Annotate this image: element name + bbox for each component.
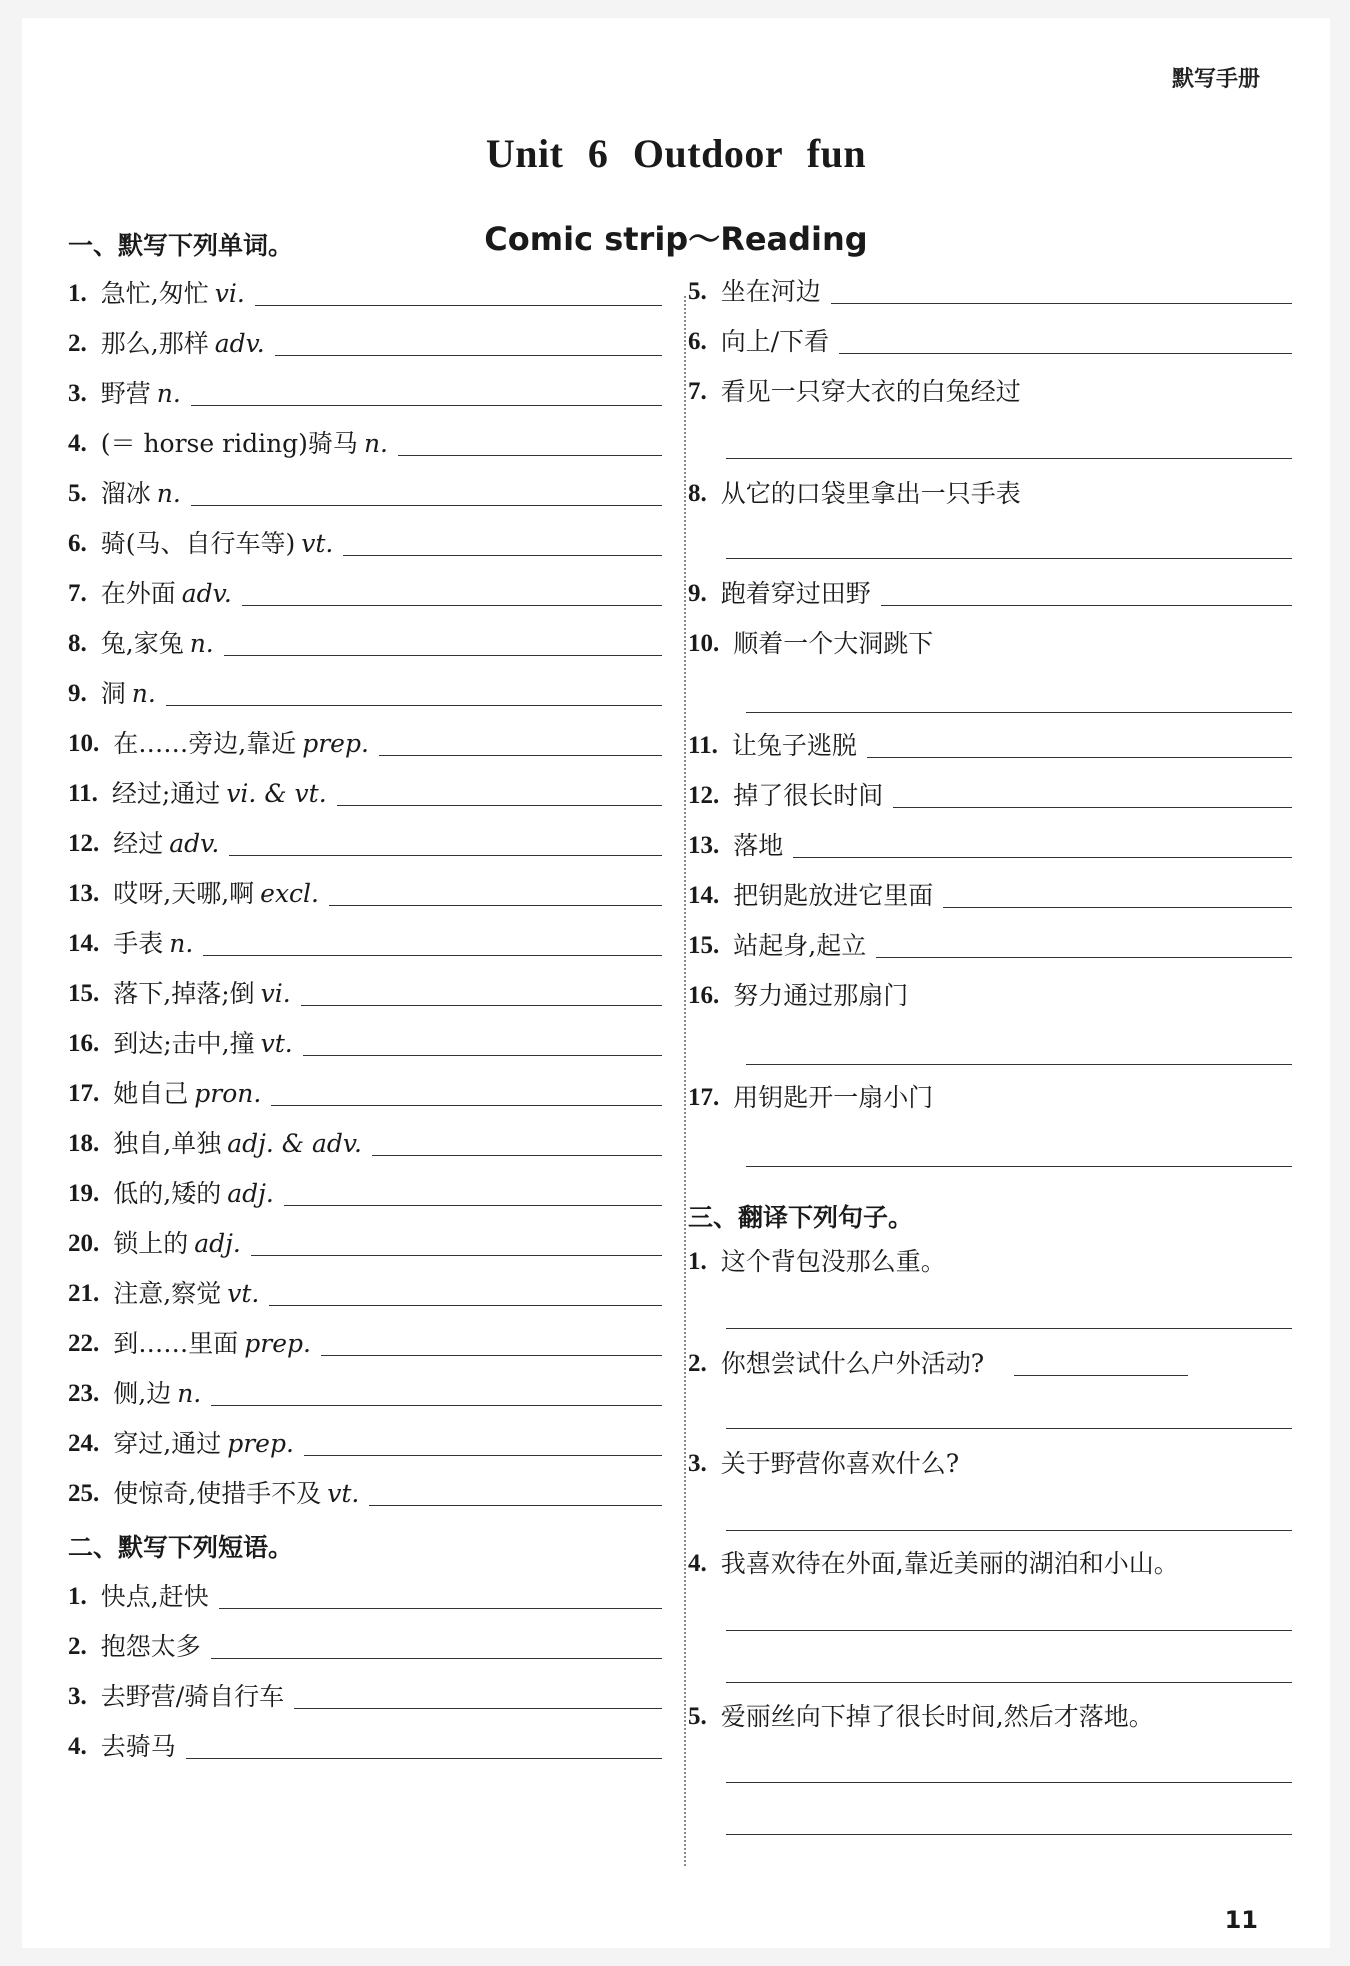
answer-line[interactable] (726, 458, 1292, 459)
answer-blank[interactable] (831, 303, 1292, 304)
answer-blank[interactable] (329, 905, 662, 906)
section-heading-phrases: 二、默写下列短语。 (68, 1533, 294, 1562)
answer-line[interactable] (726, 558, 1292, 559)
word-item: 10. 在……旁边,靠近 prep. (68, 720, 662, 760)
word-item: 17. 她自己 pron. (68, 1070, 662, 1110)
section-heading-sentences: 三、翻译下列句子。 (688, 1203, 914, 1232)
phrase-item: 7. 看见一只穿大衣的白兔经过 (688, 377, 1021, 406)
answer-blank[interactable] (191, 405, 662, 406)
answer-blank[interactable] (242, 605, 662, 606)
answer-blank[interactable] (166, 705, 662, 706)
answer-line[interactable] (726, 1328, 1292, 1329)
answer-blank[interactable] (269, 1305, 662, 1306)
word-item: 7. 在外面 adv. (68, 570, 662, 610)
answer-blank[interactable] (224, 655, 662, 656)
sentence-item: 1. 这个背包没那么重。 (688, 1247, 946, 1276)
phrase-item: 17. 用钥匙开一扇小门 (688, 1083, 934, 1112)
word-item: 20. 锁上的 adj. (68, 1220, 662, 1260)
answer-blank[interactable] (839, 353, 1292, 354)
phrase-item: 5. 坐在河边 (688, 268, 1292, 308)
answer-blank[interactable] (876, 957, 1292, 958)
answer-blank[interactable] (191, 505, 662, 506)
answer-blank[interactable] (211, 1405, 662, 1406)
answer-blank[interactable] (251, 1255, 662, 1256)
word-item: 21. 注意,察觉 vt. (68, 1270, 662, 1310)
answer-blank[interactable] (943, 907, 1292, 908)
phrase-item: 8. 从它的口袋里拿出一只手表 (688, 479, 1021, 508)
answer-blank[interactable] (271, 1105, 662, 1106)
answer-blank[interactable] (337, 805, 662, 806)
sentence-item: 5. 爱丽丝向下掉了很长时间,然后才落地。 (688, 1702, 1154, 1731)
answer-blank[interactable] (379, 755, 662, 756)
phrase-item: 12. 掉了很长时间 (688, 772, 1292, 812)
word-item: 9. 洞 n. (68, 670, 662, 710)
answer-blank[interactable] (303, 1055, 662, 1056)
answer-blank[interactable] (229, 855, 662, 856)
answer-blank[interactable] (372, 1155, 662, 1156)
answer-blank[interactable] (321, 1355, 662, 1356)
phrase-item: 15. 站起身,起立 (688, 922, 1292, 962)
phrase-item: 4. 去骑马 (68, 1723, 662, 1763)
sentence-item: 2. 你想尝试什么户外活动? (688, 1340, 1292, 1380)
word-item: 3. 野营 n. (68, 370, 662, 410)
phrase-item: 3. 去野营/骑自行车 (68, 1673, 662, 1713)
word-item: 6. 骑(马、自行车等) vt. (68, 520, 662, 560)
answer-blank[interactable] (867, 757, 1292, 758)
phrase-item: 14. 把钥匙放进它里面 (688, 872, 1292, 912)
word-item: 5. 溜冰 n. (68, 470, 662, 510)
handbook-label: 默写手册 (1171, 67, 1260, 92)
word-item: 8. 兔,家兔 n. (68, 620, 662, 660)
word-item: 18. 独自,单独 adj. & adv. (68, 1120, 662, 1160)
answer-blank[interactable] (284, 1205, 662, 1206)
answer-blank[interactable] (186, 1758, 662, 1759)
answer-line[interactable] (726, 1530, 1292, 1531)
word-item: 19. 低的,矮的 adj. (68, 1170, 662, 1210)
word-item: 22. 到……里面 prep. (68, 1320, 662, 1360)
answer-line[interactable] (746, 712, 1292, 713)
word-item: 12. 经过 adv. (68, 820, 662, 860)
answer-line[interactable] (726, 1630, 1292, 1631)
answer-blank[interactable] (893, 807, 1292, 808)
column-divider (684, 296, 686, 1866)
answer-blank[interactable] (211, 1658, 662, 1659)
phrase-item: 10. 顺着一个大洞跳下 (688, 629, 934, 658)
answer-blank[interactable] (275, 355, 662, 356)
word-item: 16. 到达;击中,撞 vt. (68, 1020, 662, 1060)
phrase-item: 1. 快点,赶快 (68, 1573, 662, 1613)
phrase-item: 11. 让兔子逃脱 (688, 722, 1292, 762)
answer-blank[interactable] (881, 605, 1292, 606)
unit-subtitle: Comic strip～Reading (484, 220, 868, 258)
answer-line[interactable] (726, 1428, 1292, 1429)
section-heading-words: 一、默写下列单词。 (68, 231, 294, 260)
answer-blank[interactable] (1014, 1375, 1188, 1376)
word-item: 23. 侧,边 n. (68, 1370, 662, 1410)
word-item: 25. 使惊奇,使措手不及 vt. (68, 1470, 662, 1510)
word-item: 13. 哎呀,天哪,啊 excl. (68, 870, 662, 910)
word-item: 15. 落下,掉落;倒 vi. (68, 970, 662, 1010)
answer-blank[interactable] (255, 305, 662, 306)
answer-blank[interactable] (203, 955, 662, 956)
sentence-item: 3. 关于野营你喜欢什么? (688, 1449, 960, 1478)
answer-line[interactable] (726, 1682, 1292, 1683)
word-item: 4. (＝ horse riding)骑马 n. (68, 420, 662, 460)
word-item: 11. 经过;通过 vi. & vt. (68, 770, 662, 810)
answer-line[interactable] (746, 1166, 1292, 1167)
answer-blank[interactable] (793, 857, 1292, 858)
phrase-item: 16. 努力通过那扇门 (688, 981, 909, 1010)
answer-blank[interactable] (219, 1608, 662, 1609)
answer-blank[interactable] (343, 555, 662, 556)
word-item: 2. 那么,那样 adv. (68, 320, 662, 360)
word-item: 24. 穿过,通过 prep. (68, 1420, 662, 1460)
worksheet-page (22, 18, 1330, 1948)
phrase-item: 6. 向上/下看 (688, 318, 1292, 358)
answer-line[interactable] (726, 1834, 1292, 1835)
page-number: 11 (1224, 1906, 1258, 1934)
answer-blank[interactable] (304, 1455, 662, 1456)
answer-line[interactable] (746, 1064, 1292, 1065)
phrase-item: 13. 落地 (688, 822, 1292, 862)
answer-line[interactable] (726, 1782, 1292, 1783)
phrase-item: 2. 抱怨太多 (68, 1623, 662, 1663)
answer-blank[interactable] (398, 455, 662, 456)
answer-blank[interactable] (294, 1708, 662, 1709)
unit-title: Unit 6 Outdoor fun (485, 131, 867, 176)
sentence-item: 4. 我喜欢待在外面,靠近美丽的湖泊和小山。 (688, 1549, 1179, 1578)
answer-blank[interactable] (369, 1505, 662, 1506)
answer-blank[interactable] (301, 1005, 662, 1006)
phrase-item: 9. 跑着穿过田野 (688, 570, 1292, 610)
word-item: 1. 急忙,匆忙 vi. (68, 270, 662, 310)
word-item: 14. 手表 n. (68, 920, 662, 960)
